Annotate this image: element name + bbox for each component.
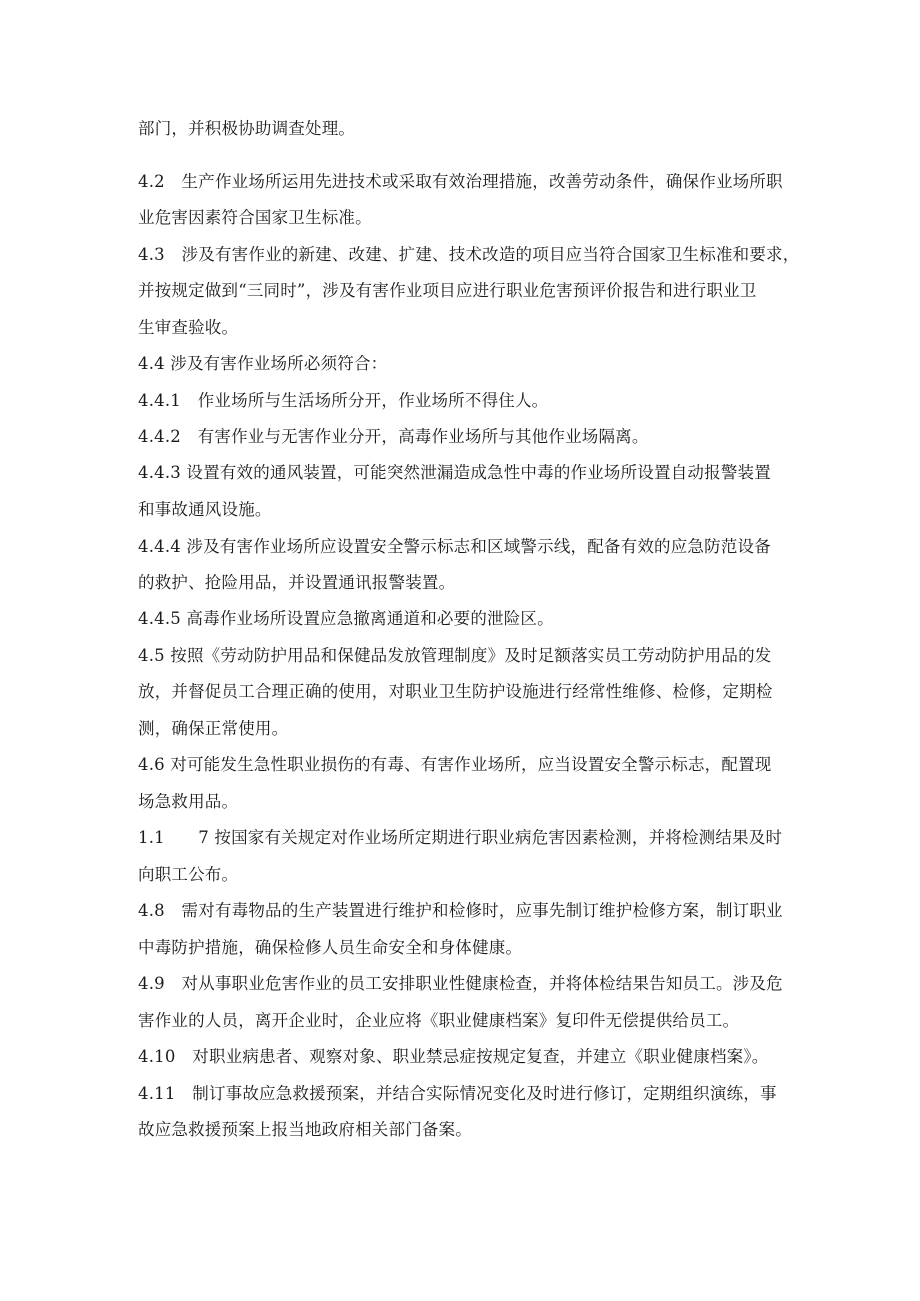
- text-line: 4.4.1 作业场所与生活场所分开，作业场所不得住人。: [138, 391, 549, 410]
- text-line: 4.9 对从事职业危害作业的员工安排职业性健康检查，并将体检结果告知员工。涉及危: [138, 974, 783, 993]
- text-line: 4.2 生产作业场所运用先进技术或采取有效治理措施，改善劳动条件，确保作业场所职: [138, 172, 783, 191]
- text-line: 故应急救援预案上报当地政府相关部门备案。: [138, 1120, 472, 1139]
- text-line: 4.6 对可能发生急性职业损伤的有毒、有害作业场所，应当设置安全警示标志，配置现: [138, 755, 772, 774]
- text-line: 部门，并积极协助调查处理。: [138, 119, 356, 138]
- text-line: 4.4.5 高毒作业场所设置应急撤离通道和必要的泄险区。: [138, 609, 554, 628]
- text-line: 4.11 制订事故应急救援预案，并结合实际情况变化及时进行修订，定期组织演练，事: [138, 1084, 777, 1103]
- text-line: 测，确保正常使用。: [138, 719, 289, 738]
- text-line: 4.4.4 涉及有害作业场所应设置安全警示标志和区域警示线，配备有效的应急防范设备: [138, 537, 771, 556]
- text-line: 并按规定做到“三同时”，涉及有害作业项目应进行职业危害预评价报告和进行职业卫: [138, 281, 757, 300]
- text-line: 4.4 涉及有害作业场所必须符合：: [138, 354, 388, 373]
- text-line: 场急救用品。: [138, 792, 239, 811]
- text-line: 的救护、抢险用品，并设置通讯报警装置。: [138, 573, 456, 592]
- text-line: 害作业的人员，离开企业时，企业应将《职业健康档案》复印件无偿提供给员工。: [138, 1011, 740, 1030]
- text-line: 4.5 按照《劳动防护用品和保健品发放管理制度》及时足额落实员工劳动防护用品的发: [138, 646, 772, 665]
- text-line: 业危害因素符合国家卫生标准。: [138, 208, 372, 227]
- text-line: 4.10 对职业病患者、观察对象、职业禁忌症按规定复查，并建立《职业健康档案》。: [138, 1047, 769, 1066]
- text-line: 和事故通风设施。: [138, 500, 272, 519]
- text-line: 1.1 7 按国家有关规定对作业场所定期进行职业病危害因素检测，并将检测结果及时: [138, 828, 783, 847]
- text-line: 放，并督促员工合理正确的使用，对职业卫生防护设施进行经常性维修、检修，定期检: [138, 682, 773, 701]
- text-line: 中毒防护措施，确保检修人员生命安全和身体健康。: [138, 938, 523, 957]
- text-line: 向职工公布。: [138, 865, 239, 884]
- text-line: 生审查验收。: [138, 318, 239, 337]
- text-line: 4.4.3 设置有效的通风装置，可能突然泄漏造成急性中毒的作业场所设置自动报警装置: [138, 463, 771, 482]
- text-line: 4.8 需对有毒物品的生产装置进行维护和检修时，应事先制订维护检修方案，制订职业: [138, 901, 783, 920]
- text-line: 4.3 涉及有害作业的新建、改建、扩建、技术改造的项目应当符合国家卫生标准和要求，: [138, 245, 800, 264]
- text-line: 4.4.2 有害作业与无害作业分开，高毒作业场所与其他作业场隔离。: [138, 427, 649, 446]
